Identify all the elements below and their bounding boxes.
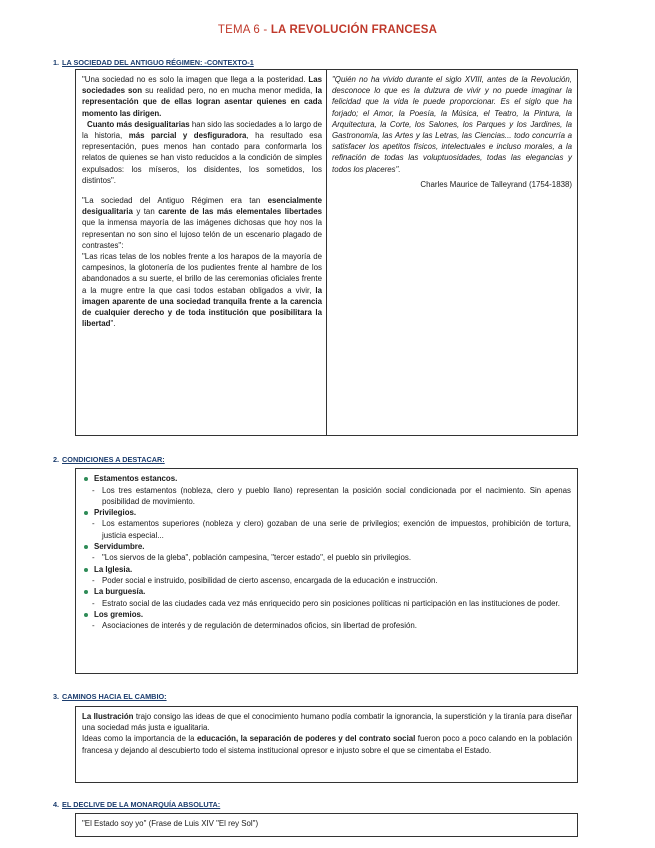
p3-bold-b: esencialmente desigualitaria [82, 196, 322, 217]
p2-bold-a: Cuanto más desigualitarias [87, 119, 190, 129]
item-desc: - "Los siervos de la gleba", población campesina, "tercer estado", el pueblo sin privilegios. [80, 552, 571, 563]
page-title [0, 24, 655, 36]
context-right-column [326, 69, 578, 436]
item-desc: - Estrato social de las ciudades cada vez más enriquecido pero sin posiciones políticas ni participación en las instituciones de poder. [80, 598, 571, 609]
p1-text-c: su realidad pero, no en mucha menor medida, [142, 86, 316, 96]
louis-xiv-quote: "El Estado soy yo" (Frase de Luis XIV "El rey Sol") [82, 819, 259, 828]
p3-bold-d: carente de las más elementales libertades [158, 207, 322, 217]
title-prefix: TEMA 6 - [217, 24, 271, 36]
p2-text-b: han sido las sociedades a lo largo de la historia, [82, 119, 322, 141]
item-title: La burguesía. [80, 586, 571, 598]
item-desc: - Poder social e instruido, posibilidad de cierto ascenso, encargada de la educación e instrucción. [80, 575, 571, 586]
item-title: Los gremios. [80, 609, 571, 621]
section-3-number: 3. [53, 692, 60, 701]
context-left-column [75, 69, 326, 436]
item-desc: - Asociaciones de interés y de regulación de determinados oficios, sin libertad de profesión. [80, 620, 571, 631]
s3-bold-b2: educación, la separación de poderes y del contrato social [196, 734, 416, 744]
section-4-label: EL DECLIVE DE LA MONARQUÍA ABSOLUTA: [62, 800, 221, 809]
p3-text-c: y tan [132, 207, 159, 217]
section-2-number: 2. [53, 455, 60, 464]
s3-text-b1: Ideas como la importancia de la [82, 734, 197, 744]
list-item [80, 586, 571, 609]
p1-text-a: "Una sociedad no es solo la imagen que llega a la posteridad. [82, 75, 309, 84]
item-title: Estamentos estancos. [80, 473, 571, 485]
section-1-heading [53, 58, 254, 67]
p2-bold-c: más parcial y desfiguradora [128, 131, 247, 141]
section-3-heading [53, 692, 167, 701]
p4-text-a: "Las ricas telas de los nobles frente a los harapos de la mayoría de campesinos, la glotonería de los pudientes frente al hambre de los abandonados a su suerte, el brillo de las ceremonias oficiales frente a la mugre entre la que casi todos estaban obligados a vivir, [82, 252, 322, 295]
illustration-paragraph [82, 711, 572, 733]
s3-bold-a1: La Ilustración [82, 712, 134, 721]
s3-text-a2: trajo consigo las ideas de que el conocimiento humano podía combatir la ignorancia, la superstición y la tiranía para diseñar una sociedad más justa e igualitaria. [82, 712, 572, 733]
p3-text-e: que la inmensa mayoría de las imágenes dichosas que hoy nos la representan no son sino el lujoso telón de un escenario plagado de contrastes": [82, 218, 322, 250]
p1-bold-b: Las sociedades son [82, 75, 322, 96]
paragraph-3 [82, 195, 322, 251]
item-title: Servidumbre. [80, 541, 571, 553]
paragraph-4 [82, 251, 322, 329]
list-item [80, 564, 571, 587]
p2-text-d: , ha resultado esa representación, pues menos han contado para conformarla los relatos de quienes se han visto reducidos a la condición de simples expulsados: los míseros, los disidentes, los sometidos, los distintos". [82, 131, 322, 185]
list-item [80, 609, 571, 632]
item-title: Privilegios. [80, 507, 571, 519]
section-4-number: 4. [53, 800, 60, 809]
ideas-paragraph [82, 733, 572, 755]
conditions-list [80, 473, 571, 632]
section-2-label: CONDICIONES A DESTACAR: [62, 455, 165, 464]
monarchy-box [75, 813, 578, 837]
title-main: LA REVOLUCIÓN FRANCESA [270, 24, 438, 36]
section-1-label: LA SOCIEDAD DEL ANTIGUO RÉGIMEN: -CONTEXTO-1 [62, 58, 254, 67]
item-desc: - Los estamentos superiores (nobleza y clero) gozaban de una serie de privilegios; exención de impuestos, prohibición de tortura, justicia especial... [80, 518, 571, 540]
section-1-number: 1. [53, 58, 60, 67]
s3-text-b3: fueron poco a poco calando en la población francesa y dejando al descubierto todo el sistema institucional opresor e injusto sobre el que se cimentaba el Estado. [82, 734, 572, 755]
change-box [75, 706, 578, 783]
quote-author: Charles Maurice de Talleyrand (1754-1838) [420, 179, 572, 189]
paragraph-1 [82, 74, 322, 119]
p4-bold-b: la imagen aparente de una sociedad tranquila frente a la carencia de cualquier derecho y de toda institución que posibilitara la libertad [82, 285, 322, 329]
talleyrand-quote: "Quién no ha vivido durante el siglo XVIII, antes de la Revolución, desconoce lo que es la dulzura de vivir y no puede imaginar la felicidad que la vida le puede proporcionar. Es el siglo que ha forjado; el Amor, la Poesía, la Música, el Teatro, la Pintura, la Arquitectura, la Corte, los Salones, los Parques y los Jardines, la Gastronomía, las Artes y las Letras, las Ciencias... todo concurría a satisfacer los apetitos físicos, intelectuales e incluso morales, a la refinación de todas las voluptuosidades, todas las elegancias y todos los placeres". [332, 75, 572, 174]
paragraph-2 [82, 119, 322, 186]
p1-bold-d: la representación que de ellas logran asentar quienes en cada momento las dirigen. [82, 86, 322, 118]
list-item [80, 507, 571, 541]
section-4-heading [53, 800, 221, 809]
item-title: La Iglesia. [80, 564, 571, 576]
item-desc: - Los tres estamentos (nobleza, clero y pueblo llano) representan la posición social condicionada por el nacimiento. Sin apenas posibilidad de movimiento. [80, 485, 571, 507]
section-2-heading [53, 455, 165, 464]
p4-text-c: ". [110, 319, 116, 329]
conditions-box [75, 468, 578, 674]
p3-text-a: "La sociedad del Antiguo Régimen era tan [82, 196, 268, 206]
list-item [80, 473, 571, 507]
list-item [80, 541, 571, 564]
section-3-label: CAMINOS HACIA EL CAMBIO: [62, 692, 167, 701]
